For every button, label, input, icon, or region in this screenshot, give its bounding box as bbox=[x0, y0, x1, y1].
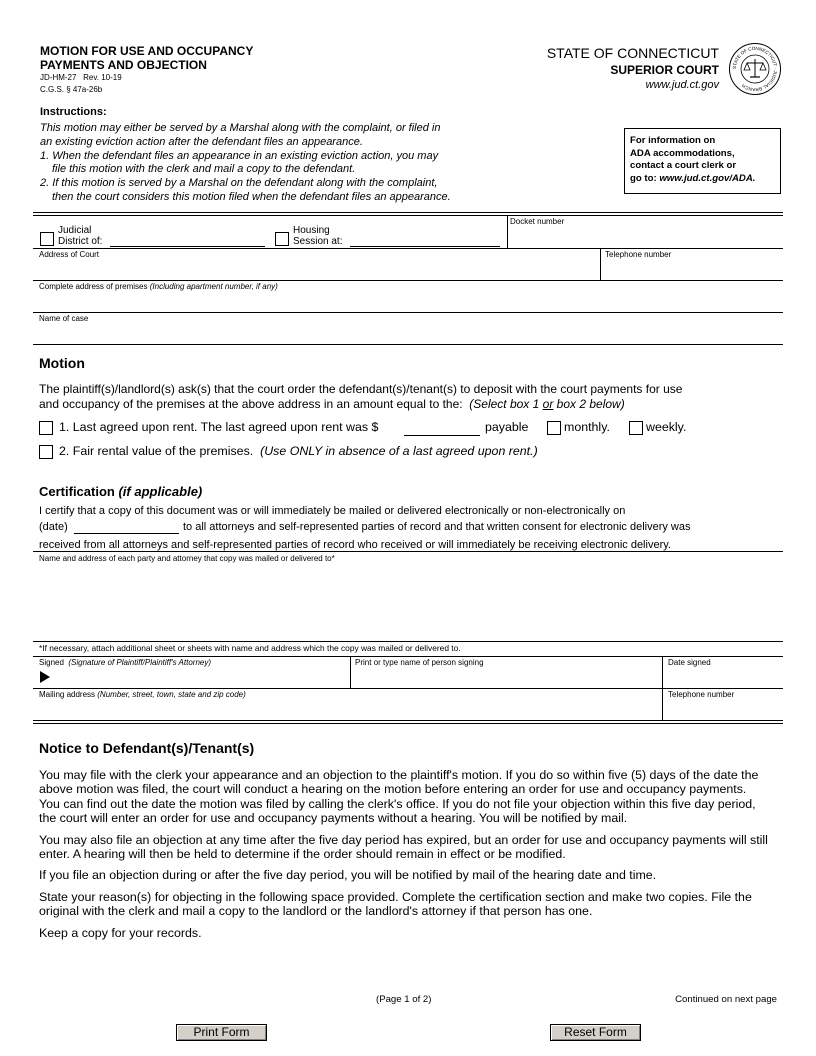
form-title-line1: MOTION FOR USE AND OCCUPANCY bbox=[40, 44, 254, 58]
certification-heading-text: Certification bbox=[39, 484, 115, 499]
motion-select-or: or bbox=[542, 397, 554, 411]
docket-number-label: Docket number bbox=[510, 217, 565, 226]
seal-text: STATE OF CONNECTICUT · JUDICIAL BRANCH bbox=[731, 45, 779, 93]
judicial-district-checkbox[interactable] bbox=[40, 232, 54, 246]
housing-session-checkbox[interactable] bbox=[275, 232, 289, 246]
ada-go-to: go to: bbox=[630, 172, 660, 184]
signer-telephone-label: Telephone number bbox=[668, 690, 735, 699]
address-of-court-label: Address of Court bbox=[39, 250, 100, 259]
rule-premises bbox=[33, 280, 783, 281]
print-name-label: Print or type name of person signing bbox=[355, 658, 484, 667]
housing-label bbox=[293, 225, 342, 247]
page-number: (Page 1 of 2) bbox=[376, 994, 432, 1005]
rule-signature bbox=[33, 656, 783, 657]
case-name-label: Name of case bbox=[39, 314, 89, 323]
session-at-text: Session at: bbox=[293, 236, 343, 247]
rule-parties bbox=[33, 551, 783, 552]
session-field[interactable] bbox=[350, 246, 500, 247]
district-field[interactable] bbox=[110, 246, 265, 247]
signed-text: Signed bbox=[39, 658, 64, 667]
continued-note: Continued on next page bbox=[675, 994, 777, 1005]
notice-paragraph-2: You may also file an objection at any time after the five day period has expired, but an order for use and occupancy payments will still enter. A hearing will then be held to determine if the order should remain in effect or be modified. bbox=[39, 832, 768, 862]
payable-label: payable bbox=[485, 420, 529, 434]
notice-heading: Notice to Defendant(s)/Tenant(s) bbox=[39, 740, 255, 756]
notice-paragraph-1: You may file with the clerk your appearance and an objection to the plaintiff's motion. If you do so within five (5) days of the date the above motion was filed, the court will conduct a hearing on the motion before entering an order for use and occupancy payments. You can find out the date the motion was filed by calling the clerk's office. If you do not file your objection within this five day period, the court will enter an order for use and occupancy payments without a hearing. You will be notified by mail. bbox=[39, 768, 759, 826]
signer-telephone-field[interactable] bbox=[668, 701, 780, 718]
rule-case-name bbox=[33, 312, 783, 313]
signature-divider bbox=[350, 656, 351, 688]
certification-line3: received from all attorneys and self-represented parties of record who received or will immediately be receiving electronic delivery. bbox=[39, 539, 671, 551]
notice-paragraph-3: If you file an objection during or after the five day period, you will be notified by mail of the hearing date and time. bbox=[39, 868, 657, 883]
instructions-item2a: 2. If this motion is served by a Marshal on the defendant along with the complaint, bbox=[40, 177, 438, 190]
judicial-text: Judicial bbox=[58, 225, 92, 236]
case-name-field[interactable] bbox=[39, 325, 779, 342]
ada-link[interactable]: www.jud.ct.gov/ADA. bbox=[659, 172, 756, 184]
ada-line1: For information on bbox=[630, 135, 716, 146]
motion-para-line2 bbox=[39, 397, 682, 412]
court-website: www.jud.ct.gov bbox=[645, 79, 719, 91]
instructions-line2: an existing eviction action after the defendant files an appearance. bbox=[40, 135, 363, 148]
instructions-text bbox=[40, 122, 451, 205]
notice-paragraph-4: State your reason(s) for objecting in the following space provided. Complete the certification section and make two copies. File the original with the clerk and mail a copy to the landlord or the landlord's attorney if that person has one. bbox=[39, 889, 752, 919]
motion-select-a: (Select box 1 bbox=[469, 397, 543, 411]
monthly-checkbox[interactable] bbox=[547, 421, 561, 435]
mailing-note: (Number, street, town, state and zip code) bbox=[97, 690, 246, 699]
motion-paragraph bbox=[39, 382, 682, 412]
rule-mailing bbox=[33, 688, 783, 689]
option2-label bbox=[59, 444, 538, 458]
telephone-divider bbox=[600, 248, 601, 280]
certification-line2: to all attorneys and self-represented parties of record and that written consent for electronic delivery was bbox=[183, 521, 691, 533]
judicial-label bbox=[58, 225, 102, 247]
state-name: STATE OF CONNECTICUT bbox=[546, 45, 719, 61]
address-of-court-field[interactable] bbox=[39, 261, 594, 278]
signed-label bbox=[39, 658, 211, 667]
option2-checkbox[interactable] bbox=[39, 445, 53, 459]
notice-paragraph-5: Keep a copy for your records. bbox=[39, 925, 202, 940]
signature-field[interactable] bbox=[55, 668, 345, 686]
premises-label-note: (Including apartment number, if any) bbox=[149, 282, 278, 291]
instructions-item2b: then the court considers this motion filed when the defendant files an appearance. bbox=[52, 190, 451, 203]
motion-select-b: box 2 below) bbox=[553, 397, 625, 411]
form-id: JD-HM-27 Rev. 10-19 bbox=[40, 73, 122, 82]
docket-divider bbox=[507, 215, 508, 248]
form-title-line2: PAYMENTS AND OBJECTION bbox=[40, 58, 207, 72]
housing-text: Housing bbox=[293, 225, 330, 236]
sign-here-arrow-icon bbox=[40, 671, 50, 683]
weekly-checkbox[interactable] bbox=[629, 421, 643, 435]
motion-select-note bbox=[469, 397, 624, 411]
weekly-label: weekly. bbox=[646, 420, 687, 434]
ada-box bbox=[624, 128, 781, 194]
mailing-label bbox=[39, 690, 246, 699]
court-telephone-label: Telephone number bbox=[605, 250, 672, 259]
premises-label bbox=[39, 282, 278, 291]
rule-mailing-bottom-2 bbox=[33, 723, 783, 724]
instructions-line1: This motion may either be served by a Marshal along with the complaint, or filed in bbox=[40, 122, 441, 134]
parties-field[interactable] bbox=[39, 566, 779, 638]
print-name-field[interactable] bbox=[355, 669, 657, 686]
form-title bbox=[40, 44, 253, 72]
rule-case-name-bottom bbox=[33, 344, 783, 345]
docket-number-field[interactable] bbox=[510, 228, 780, 246]
ada-line4 bbox=[630, 173, 780, 186]
statute: C.G.S. § 47a-26b bbox=[40, 85, 103, 94]
certification-date-field[interactable] bbox=[74, 533, 179, 534]
parties-label: Name and address of each party and attorney that copy was mailed or delivered to* bbox=[39, 554, 335, 563]
option1-label: 1. Last agreed upon rent. The last agreed upon rent was $ bbox=[59, 420, 379, 434]
court-name: SUPERIOR COURT bbox=[610, 63, 719, 77]
motion-heading: Motion bbox=[39, 355, 85, 371]
option2-text: 2. Fair rental value of the premises. bbox=[59, 444, 254, 458]
certification-heading-note: (if applicable) bbox=[118, 484, 203, 499]
mailing-address-field[interactable] bbox=[39, 701, 657, 718]
court-telephone-field[interactable] bbox=[605, 261, 780, 278]
ada-line2: ADA accommodations, bbox=[630, 147, 735, 159]
signed-note: (Signature of Plaintiff/Plaintiff's Attorney) bbox=[68, 658, 212, 667]
certification-line1: I certify that a copy of this document was or will immediately be mailed or delivered electronically or non-electronically on bbox=[39, 505, 626, 517]
rule-footnote bbox=[33, 641, 783, 642]
certification-footnote: *If necessary, attach additional sheet or sheets with name and address which the copy was mailed or delivered to. bbox=[39, 643, 461, 653]
motion-para2-text: and occupancy of the premises at the above address in an amount equal to the: bbox=[39, 397, 463, 411]
option1-checkbox[interactable] bbox=[39, 421, 53, 435]
instructions-item1a: 1. When the defendant files an appearance in an existing eviction action, you may bbox=[40, 149, 439, 162]
district-of-text: District of: bbox=[58, 236, 103, 247]
mailing-text: Mailing address bbox=[39, 690, 96, 699]
option2-note: (Use ONLY in absence of a last agreed upon rent.) bbox=[260, 444, 538, 458]
rule-mailing-bottom-1 bbox=[33, 720, 783, 721]
rule-double-top bbox=[33, 212, 783, 213]
certification-heading bbox=[39, 484, 202, 499]
rent-amount-field[interactable] bbox=[404, 435, 480, 436]
instructions-item1b: file this motion with the clerk and mail a copy to the defendant. bbox=[52, 163, 356, 176]
ada-line3: contact a court clerk or bbox=[630, 160, 737, 171]
date-signed-label: Date signed bbox=[668, 658, 711, 667]
premises-label-text: Complete address of premises bbox=[39, 282, 148, 291]
court-seal-icon bbox=[728, 42, 782, 96]
court-header bbox=[547, 45, 719, 92]
date-signed-field[interactable] bbox=[668, 669, 780, 686]
print-form-button[interactable]: Print Form bbox=[176, 1024, 267, 1041]
rule-court-address bbox=[33, 248, 783, 249]
instructions-heading: Instructions: bbox=[40, 106, 107, 118]
premises-field[interactable] bbox=[39, 293, 779, 310]
certification-date-label: (date) bbox=[39, 521, 68, 533]
reset-form-button[interactable]: Reset Form bbox=[550, 1024, 641, 1041]
rule-double-bottom bbox=[33, 215, 783, 216]
monthly-label: monthly. bbox=[564, 420, 610, 434]
motion-para-line1: The plaintiff(s)/landlord(s) ask(s) that the court order the defendant(s)/tenant(s) to deposit with the court payments for use bbox=[39, 382, 683, 396]
notice-body bbox=[39, 768, 769, 940]
